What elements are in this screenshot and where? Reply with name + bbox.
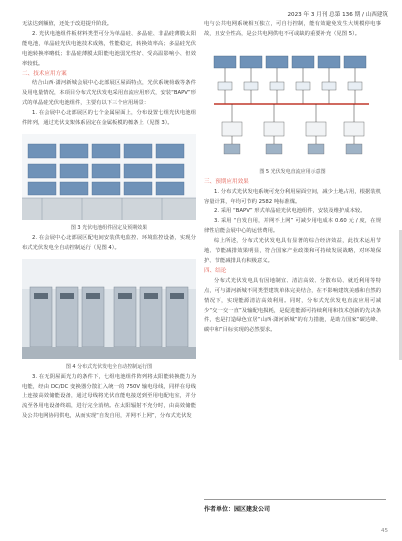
figure-5-image	[204, 48, 381, 164]
figure-5-caption: 图 5 光伏发电直流应用示意图	[259, 168, 326, 175]
control-room-photo-icon	[22, 259, 196, 359]
right-paragraph-5: 综上所述，分布式光伏发电具有显著的综合经济效益，此技术运用节地、节能减排效果明显，符合国家产业政策和可持续发展战略，对环境保护、节能减排具有积极意义。	[204, 238, 381, 264]
right-paragraph-4: 3. 采用 “自发自用，并网不上网” 可减少用电成本 0.60 元 / 度，在规律性启能会展中心的运营费用。	[204, 218, 381, 235]
left-paragraph-3: 结合山西·潇河新城会展中心北部展区屋面特点，光伏系统荷载等条件及用电量情况，本项目分布式光伏发电采用直流应用形式，安装“BAPV”形式的单晶硅光伏电池组件，主要有以下三个应用场景：	[22, 80, 196, 107]
figure-4-caption: 图 4 分布式光伏发电全自动控制运行图	[65, 363, 153, 370]
left-paragraph-5: 2. 在会展中心北部展区配电间安装供电监控、环境监控设备，实现分布式光伏发电全自动控制运行（见图 4）。	[22, 234, 196, 251]
section-title-4: 四、结论	[204, 267, 227, 274]
left-paragraph-1: 无法达到额值，还处于改进提升阶段。	[22, 21, 113, 27]
left-paragraph-4: 1. 在会展中心北部展区的七个金属屋面上，分布设置七组光伏电池组件阵列，通过光伏支架体系固定在金属板模的檩条上（见图 3）。	[22, 110, 196, 127]
section-title-2: 二、技术应用方案	[22, 70, 67, 77]
figure-4-image	[22, 259, 196, 359]
left-paragraph-2: 2. 光伏电池组件板材料类型可分为单晶硅、多晶硅、非晶硅薄膜太阳能电池，单晶硅光伏电池技术成熟，性能稳定，转换效率高；多晶硅光伏电池转换率略低；非晶硅薄膜太阳能电池弱光性好、受高温影响小、但效率较低。	[22, 30, 196, 67]
solar-dc-diagram-icon	[204, 48, 381, 164]
author-divider	[204, 499, 386, 500]
solar-roof-render-icon	[22, 134, 196, 220]
left-paragraph-6: 3. 在无阴屋面光力的条件下，七组电池组件阵列将太阳能转换能力为电能，经由 DC/DC 变换器分散汇入统一的 750V 输电母线，同样在母线上连接高效储能设备，通过母线将光伏直能电接送到至用电配电室，并分流至各用电设备终端，进行完全消纳。在太阳辐射不充分时，由高效储能及公共电网协同供电，从而实现“自发自用，并网不上网”，分布式光伏发	[22, 373, 196, 420]
page-number: 45	[381, 528, 388, 534]
figure-3-caption: 图 3 光伏电池组件固定及预期效果	[70, 224, 148, 231]
right-paragraph-1: 电与公共电网系统相互独立，可自行控制，能有效避免发生大规模停电事故，且安全性高，是公共电网供电不可或缺的重要补充（见图 5）。	[204, 21, 381, 37]
section-title-3: 三、预期应用效果	[204, 178, 249, 185]
right-paragraph-3: 2. 采用 “BAPV” 形式单晶硅光伏电池组件，安装及维护成本较。	[214, 208, 366, 215]
right-column	[204, 20, 381, 336]
right-paragraph-6: 分布式光伏发电具有因地制宜、清洁高效、分散布局、就近利用等特点，可与潇河新城不同类型建筑单体完美结合，在不影响建筑美感和自然的情况下，实现能源清洁高效利用。同时，分布式光伏发电直流应用可减少“交一交一直”及输配电损耗，是促进能源可持续利用和技术创新的先决条件，也是打造绿色宜居“山西·潇河新城”的有力措施，是助力国家“碳达峰、碳中和”目标实现的必然要求。	[204, 277, 381, 334]
page-header: 2023 年 3 月刊 总第 136 期 / 山西建筑	[287, 12, 388, 18]
right-paragraph-2: 1. 分布式光伏发电系统可充分利用屋面空间，减少土地占用，根据装机容量计算，年均可节约 2582 吨标准煤。	[204, 188, 381, 205]
author-affiliation: 作者单位：园区建发公司	[204, 506, 271, 513]
left-column	[22, 20, 196, 422]
figure-3-image	[22, 134, 196, 220]
